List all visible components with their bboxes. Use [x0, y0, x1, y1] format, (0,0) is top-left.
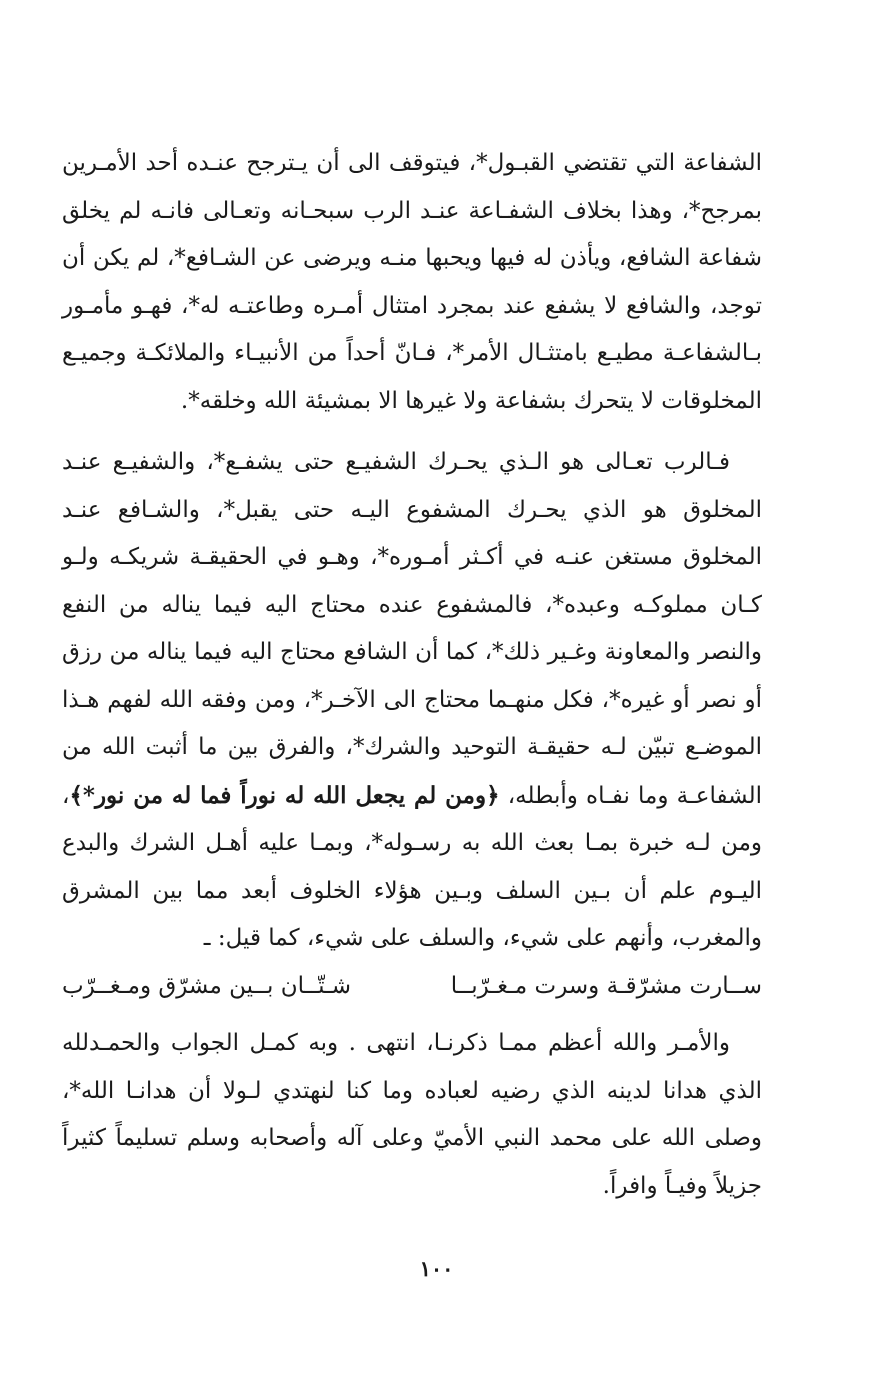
verse-first-hemistich: ســارت مشرّقـة وسرت مـغـرّبــا	[450, 972, 762, 999]
page-body	[62, 140, 762, 1210]
paragraph-text-part2: ، ومن لـه خبرة بمـا بعث الله به رسـوله*، وبمـا عليه أهـل الشرك والبدع اليـوم علم أن بـين السلف وبـين هؤلاء الخلوف أبعد مما بين المشرق والمغرب، وأنهم على شيء، والسلف على شيء، كما قيل: ـ	[62, 782, 762, 951]
paragraph-text-part1: فـالرب تعـالى هو الـذي يحـرك الشفيـع حتى يشفـع*، والشفيـع عنـد المخلوق هو الذي يحـرك المشفوع اليـه حتى يقبل*، والشـافع عنـد المخلوق مستغن عنـه في أكـثر أمـوره*، وهـو في الحقيقـة شريكـه ولـو كـان مملوكـه وعبده*، فالمشفوع عنده محتاج اليه فيما يناله من النفع والنصر والمعاونة وغـير ذلك*، كما أن الشافع محتاج اليه فيما يناله من رزق أو نصر أو غيره*، فكل منهـما محتاج الى الآخـر*، ومن وفقه الله لفهم هـذا الموضـع تبيّن لـه حقيقـة التوحيد والشرك*، والفرق بين ما أثبت الله من الشفاعـة وما نفـاه وأبطله،	[62, 449, 762, 809]
page-number: ١٠٠	[419, 1256, 454, 1281]
paragraph-gap	[62, 425, 762, 439]
poetry-verse	[62, 963, 762, 1011]
verse-second-hemistich: شـتّــان بــين مشرّق ومـغــرّب	[62, 972, 352, 999]
paragraph-closing: والأمـر والله أعظم ممـا ذكرنـا، انتهى . وبه كمـل الجواب والحمـدلله الذي هدانا لدينه الذي رضيه لعباده وما كنا لنهتدي لـولا أن هدانـا الله*، وصلى الله على محمد النبي الأميّ وعلى آله وأصحابه وسلم تسليماً كثيراً جزيلاً وفيـاً وافراً.	[62, 1030, 762, 1199]
paragraph-intercession-conditions: الشفاعة التي تقتضي القبـول*، فيتوقف الى أن يـترجح عنـده أحد الأمـرين بمرجح*، وهذا بخلاف الشفـاعة عنـد الرب سبحـانه وتعـالى فانـه لم يخلق شفاعة الشافع، ويأذن له فيها ويحبها منـه ويرضى عن الشـافع*، لم يكن أن توجد، والشافع لا يشفع عند بمجرد امتثال أمـره وطاعتـه له*، فهـو مأمـور بـالشفاعـة مطيـع بامتثـال الأمر*، فـانّ أحداً من الأنبيـاء والملائكـة وجميـع المخلوقات لا يتحرك بشفاعة ولا غيرها الا بمشيئة الله وخلقه*.	[62, 150, 762, 414]
paragraph-gap	[62, 1010, 762, 1020]
paragraph-lord-moves-intercessor	[62, 439, 762, 963]
quran-verse: ﴿ومن لم يجعل الله له نوراً فما له من نور*﴾	[69, 781, 500, 809]
